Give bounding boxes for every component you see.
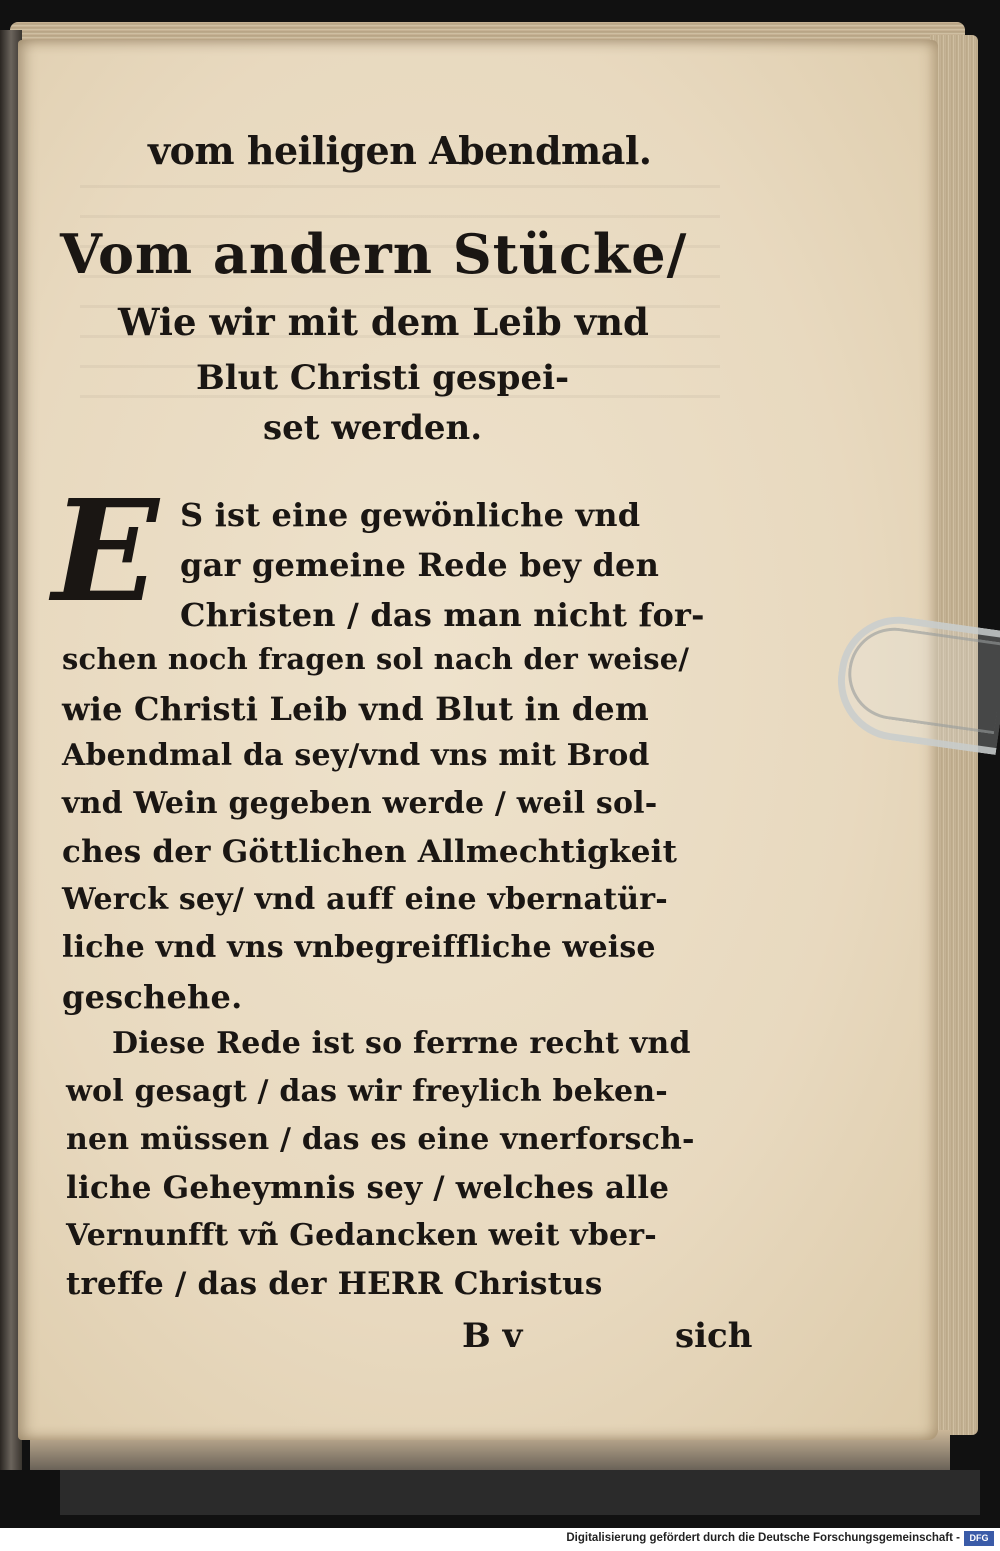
body-line: vnd Wein gegeben werde / weil sol- xyxy=(62,786,658,821)
body-line: Abendmal da sey/vnd vns mit Brod xyxy=(62,738,650,773)
section-subheading: set werden. xyxy=(263,408,483,448)
drop-cap: E xyxy=(52,470,159,634)
footer-credit: Digitalisierung gefördert durch die Deutsche Forschungsgemeinschaft - xyxy=(566,1532,960,1544)
body-line: geschehe. xyxy=(62,978,243,1016)
scanner-bed xyxy=(60,1470,980,1515)
dfg-logo: DFG xyxy=(964,1531,994,1546)
running-head: vom heiligen Abendmal. xyxy=(148,128,652,173)
body-line: gar gemeine Rede bey den xyxy=(180,546,660,584)
body-line: S ist eine gewönliche vnd xyxy=(180,496,641,534)
body-line: liche vnd vns vnbegreiffliche weise xyxy=(62,930,656,965)
body-line: wie Christi Leib vnd Blut in dem xyxy=(62,690,649,728)
body-line: ches der Göttlichen Allmechtigkeit xyxy=(62,834,678,870)
body-line: Christen / das man nicht for- xyxy=(180,596,705,634)
section-subheading: Wie wir mit dem Leib vnd xyxy=(118,300,649,344)
body-line: Diese Rede ist so ferrne recht vnd xyxy=(112,1026,691,1061)
signature-mark: B v xyxy=(462,1316,523,1356)
footer-bar xyxy=(0,1528,1000,1551)
body-line: wol gesagt / das wir freylich beken- xyxy=(66,1074,668,1109)
body-line: Vernunfft vñ Gedancken weit vber- xyxy=(66,1218,657,1253)
body-line: liche Geheymnis sey / welches alle xyxy=(66,1170,670,1206)
section-heading: Vom andern Stücke/ xyxy=(60,222,688,286)
body-line: treffe / das der HERR Christus xyxy=(66,1266,603,1302)
body-line: nen müssen / das es eine vnerforsch- xyxy=(66,1122,695,1157)
catchword: sich xyxy=(675,1316,753,1356)
body-line: schen noch fragen sol nach der weise/ xyxy=(62,642,690,676)
section-subheading: Blut Christi gespei- xyxy=(196,358,570,398)
body-line: Werck sey/ vnd auff eine vbernatür- xyxy=(62,882,668,917)
